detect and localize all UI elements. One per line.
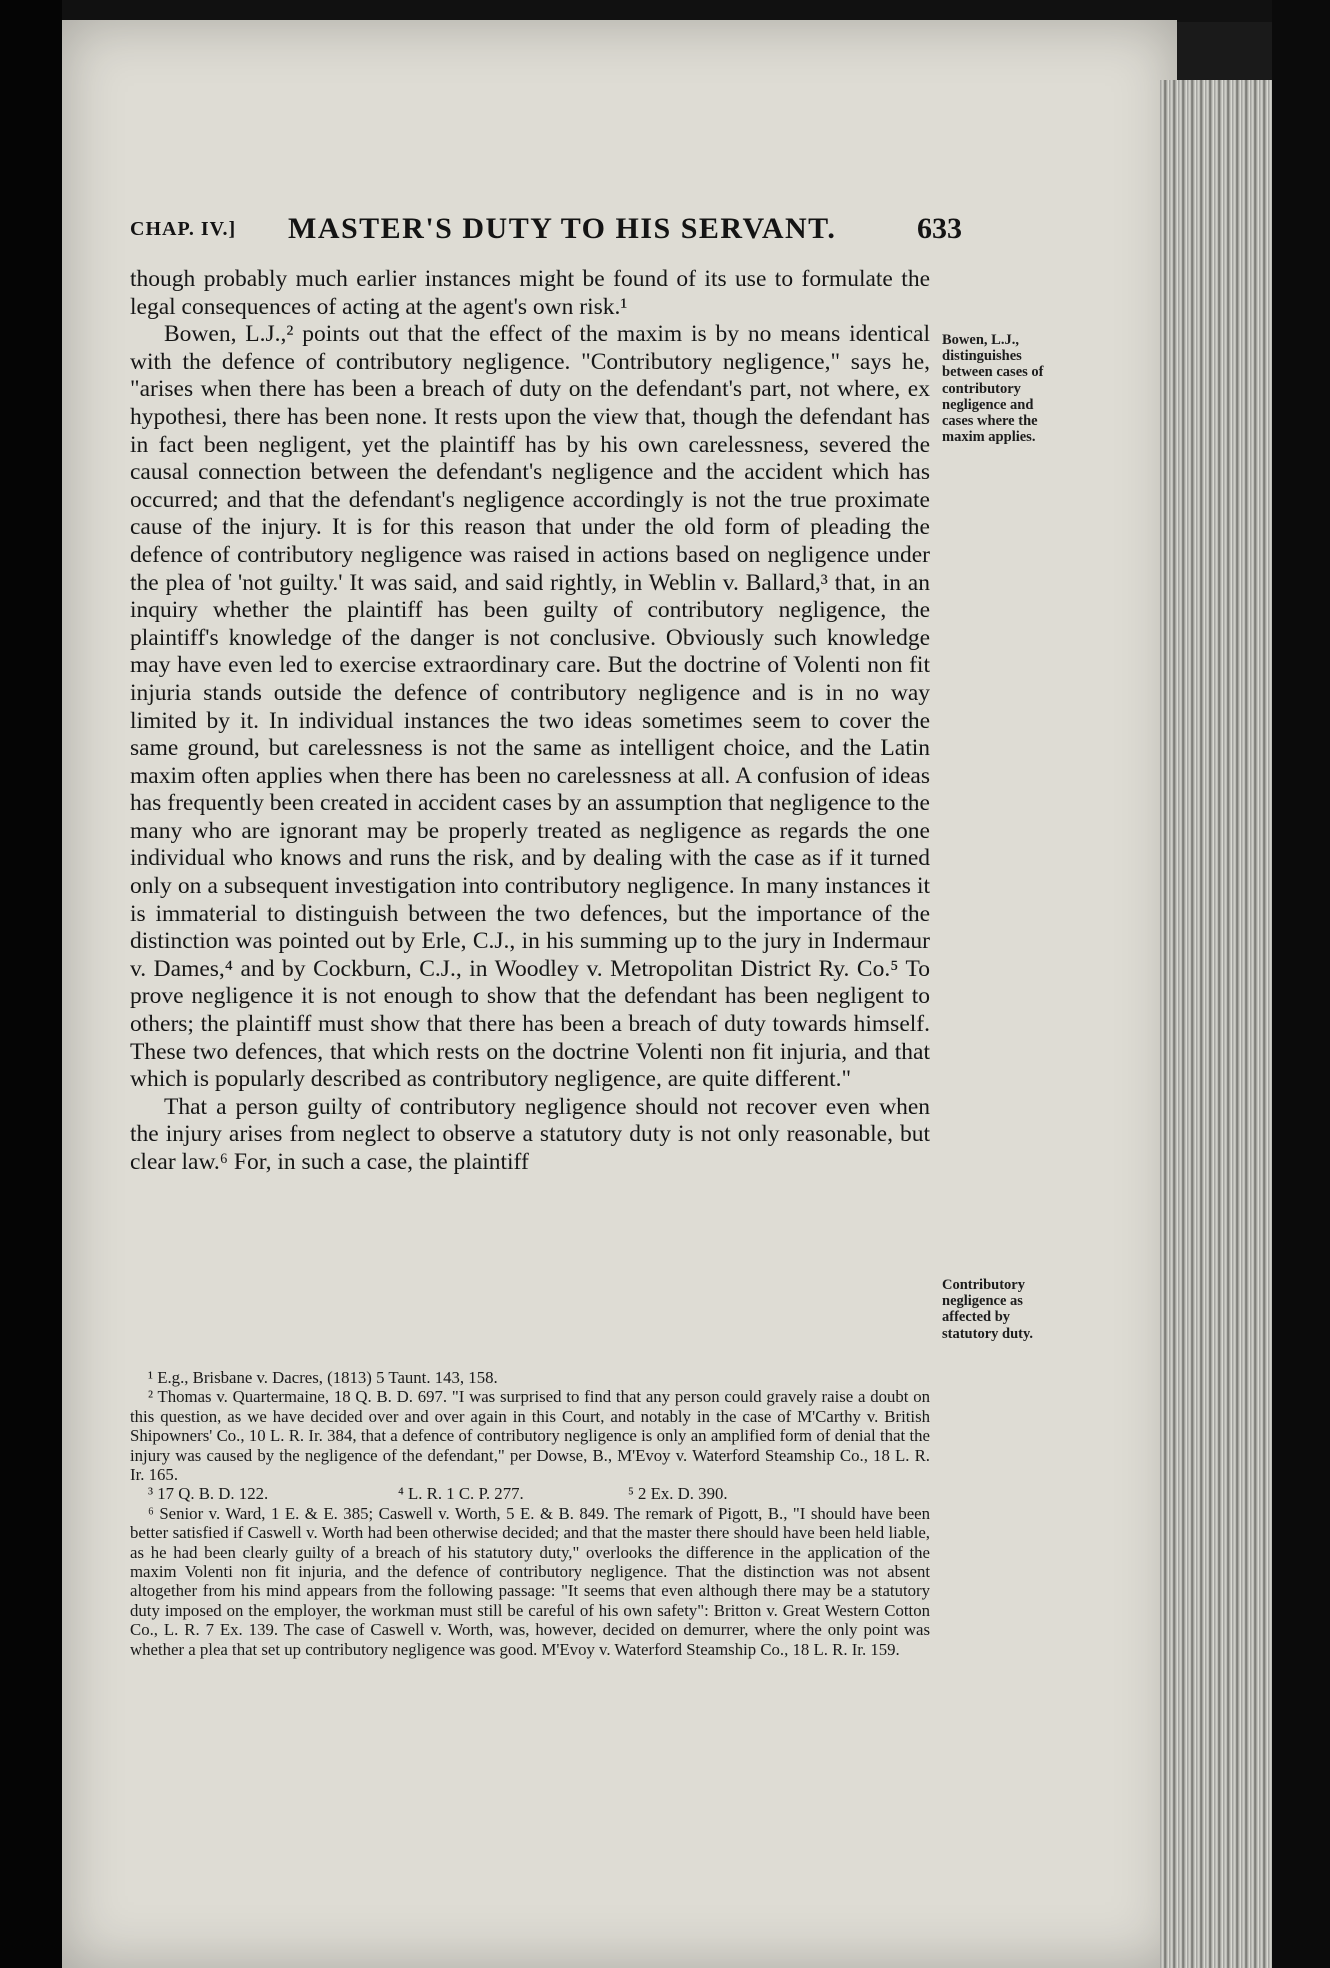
- footnote-1: ¹ E.g., Brisbane v. Dacres, (1813) 5 Taunt. 143, 158.: [148, 1368, 498, 1387]
- paragraph-continuation: though probably much earlier instances might be found of its use to formulate the legal consequences of acting at the agent's own risk.¹: [130, 266, 930, 320]
- paragraph-bowen: Bowen, L.J.,² points out that the effect of the maxim is by no means identical with the defence of contributory negligence. "Contributory negligence," says he, "arises when there has been a breach of duty on the defendant's part, not where, ex hypothesi, there has been none. It rests upon the view that, though the defendant has in fact been negligent, yet the plaintiff has by his own carelessness, severed the causal connection between the defendant's negligence and the accident which has occurred; and that the defendant's negligence accordingly is not the true proximate cause of the injury. It is for this reason that under the old form of pleading the defence of contributory negligence was raised in actions based on negligence under the plea of 'not guilty.' It was said, and said rightly, in Weblin v. Ballard,³ that, in an inquiry whether the plaintiff has been guilty of contributory negligence, the plaintiff's knowledge of the danger is not conclusive. Obviously such knowledge may have even led to exercise extraordinary care. But the doctrine of Volenti non fit injuria stands outside the defence of contributory negligence and is in no way limited by it. In individual instances the two ideas sometimes seem to cover the same ground, but carelessness is not the same as intelligent choice, and the Latin maxim often applies when there has been no carelessness at all. A confusion of ideas has frequently been created in accident cases by an assumption that negligence to the many who are ignorant may be properly treated as negligence as regards the one individual who knows and runs the risk, and by dealing with the case as if it turned only on a subsequent investigation into contributory negligence. In many instances it is immaterial to distinguish between the two defences, but the importance of the distinction was pointed out by Erle, C.J., in his summing up to the jury in Indermaur v. Dames,⁴ and by Cockburn, C.J., in Woodley v. Metropolitan District Ry. Co.⁵ To prove negligence it is not enough to show that the defendant has been negligent to others; the plaintiff must show that there has been a breach of duty towards himself. These two defences, that which rests on the doctrine Volenti non fit injuria, and that which is popularly described as contributory negligence, are quite different.": [130, 321, 930, 1093]
- margin-note-contributory: Contributory negligence as affected by statutory duty.: [942, 1277, 1034, 1342]
- margin-note-bowen: Bowen, L.J., distinguishes between cases of contributory negligence and cases where the maxim applies.: [942, 332, 1044, 446]
- footnote-2: ² Thomas v. Quartermaine, 18 Q. B. D. 697. "I was surprised to find that any person could gravely raise a doubt on this question, as we have decided over and over again in this Court, and notably in the case of M'Carthy v. British Shipowners' Co., 10 L. R. Ir. 384, that a defence of contributory negligence is only an amplified form of denial that the injury was caused by the negligence of the defendant," per Dowse, B., M'Evoy v. Waterford Steamship Co., 18 L. R. Ir. 165.: [130, 1387, 930, 1485]
- paragraph-statutory-duty: That a person guilty of contributory negligence should not recover even when the injury arises from neglect to observe a statutory duty is not only reasonable, but clear law.⁶ For, in such a case, the plaintiff: [130, 1093, 930, 1175]
- scan-left-border: [0, 0, 62, 1968]
- page-number: 633: [917, 212, 962, 245]
- footnote-6: ⁶ Senior v. Ward, 1 E. & E. 385; Caswell v. Worth, 5 E. & B. 849. The remark of Pigott, B., "I should have been better satisfied if Caswell v. Worth had been otherwise decided; and that the master there should have been held liable, as he had been clearly guilty of a breach of his statutory duty," overlooks the difference in the application of the maxim Volenti non fit injuria, and the defence of contributory negligence. That the distinction was not absent altogether from his mind appears from the following passage: "It seems that even although there may be a statutory duty imposed on the employer, the workman must still be careful of his own safety": Britton v. Great Western Cotton Co., L. R. 7 Ex. 139. The case of Caswell v. Worth, was, however, decided on demurrer, where the only point was whether a plea that set up contributory negligence was good. M'Evoy v. Waterford Steamship Co., 18 L. R. Ir. 159.: [130, 1503, 930, 1659]
- body-text: [130, 266, 930, 1177]
- scan-right-border: [1272, 0, 1330, 1968]
- running-head: [130, 212, 962, 252]
- footnote-4: ⁴ L. R. 1 C. P. 277.: [398, 1484, 524, 1504]
- chapter-label: CHAP. IV.]: [130, 218, 237, 240]
- page-title: MASTER'S DUTY TO HIS SERVANT.: [288, 212, 837, 245]
- footnote-3: ³ 17 Q. B. D. 122.: [148, 1484, 269, 1504]
- book-page-edges: [1160, 80, 1272, 1968]
- footnotes: [130, 1368, 930, 1659]
- scan-top-border: [62, 0, 1330, 22]
- footnote-row-3-5: [130, 1484, 930, 1503]
- footnote-5: ⁵ 2 Ex. D. 390.: [628, 1484, 728, 1504]
